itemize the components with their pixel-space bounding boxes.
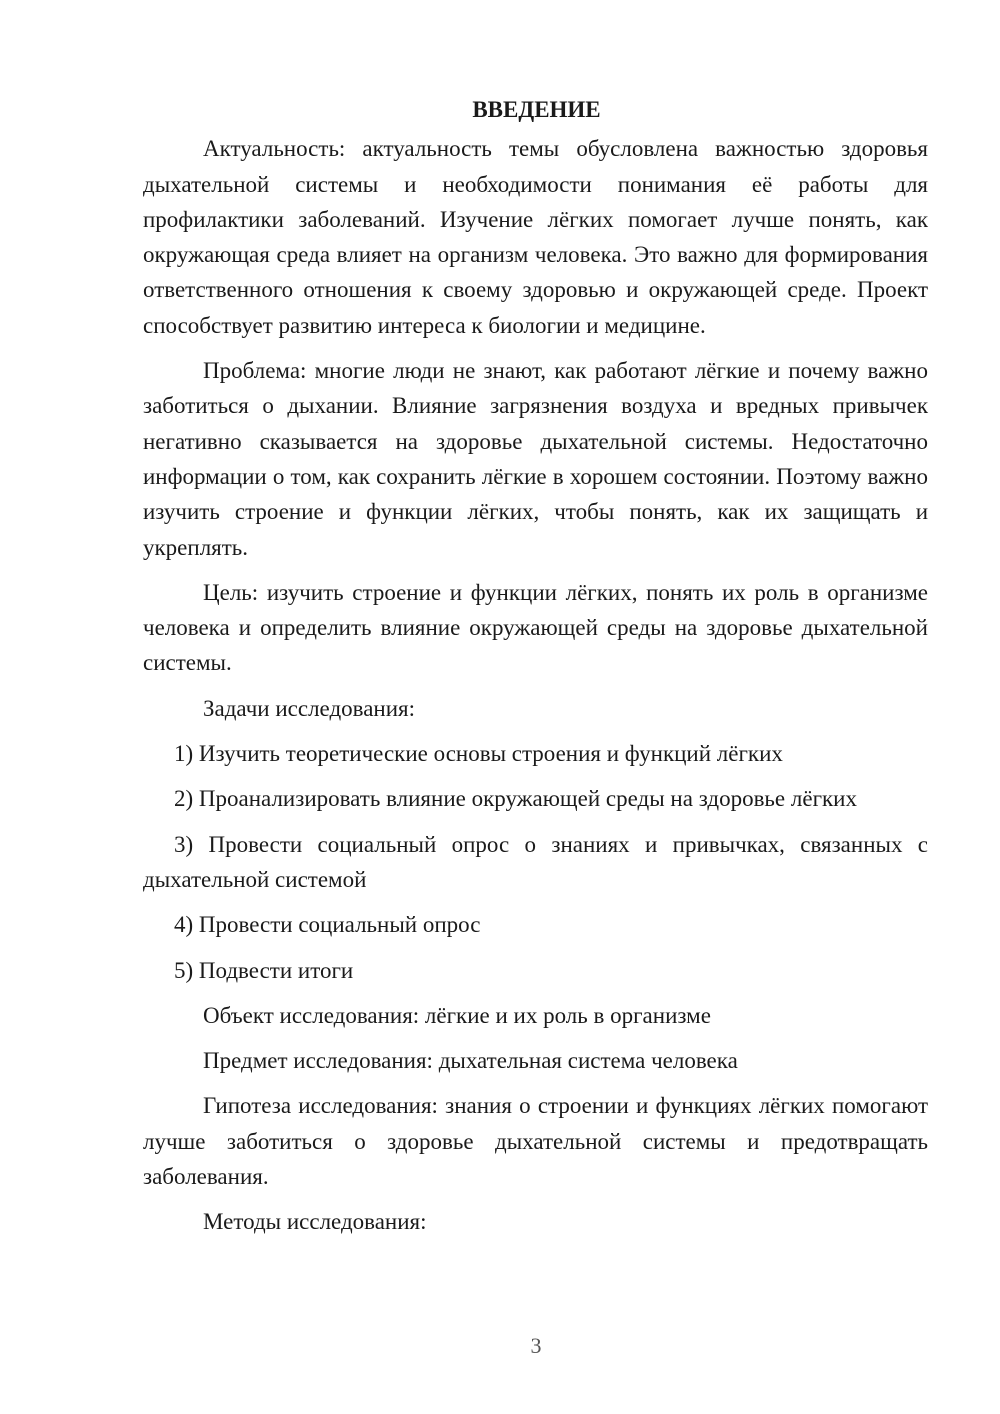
task-item-3: 3) Провести социальный опрос о знаниях и привычках, связанных с дыхательной системой	[143, 831, 928, 892]
task-item-4: 4) Провести социальный опрос	[174, 912, 481, 938]
tasks-title: Задачи исследования:	[203, 695, 416, 721]
goal-paragraph: Цель: изучить строение и функции лёгких, понять их роль в организме человека и определить влияние окружающей среды на здоровье дыхательной системы.	[143, 579, 928, 676]
task-item-1: 1) Изучить теоретические основы строения и функций лёгких	[174, 741, 783, 767]
task-item-5: 5) Подвести итоги	[174, 957, 354, 983]
task-item-2: 2) Проанализировать влияние окружающей среды на здоровье лёгких	[174, 786, 857, 812]
problem-paragraph: Проблема: многие люди не знают, как работают лёгкие и почему важно заботиться о дыхании. Влияние загрязнения воздуха и вредных привычек негативно сказывается на здоровье дыхательной системы. Недостаточно информации о том, как сохранить лёгкие в хорошем состоянии. Поэтому важно изучить строение и функции лёгких, чтобы понять, как их защищать и укреплять.	[143, 358, 928, 560]
page-number: 3	[530, 1333, 542, 1358]
subject-paragraph: Предмет исследования: дыхательная система человека	[203, 1048, 738, 1074]
document-page	[143, 92, 928, 1250]
object-paragraph: Объект исследования: лёгкие и их роль в организме	[203, 1002, 711, 1028]
relevance-paragraph: Актуальность: актуальность темы обусловлена важностью здоровья дыхательной системы и необходимости понимания её работы для профилактики заболеваний. Изучение лёгких помогает лучше понять, как окружающая среда влияет на организм человека. Это важно для формирования ответственного отношения к своему здоровью и окружающей среде. Проект способствует развитию интереса к биологии и медицине.	[143, 136, 928, 338]
hypothesis-paragraph: Гипотеза исследования: знания о строении и функциях лёгких помогают лучше заботиться о здоровье дыхательной системы и предотвращать заболевания.	[143, 1093, 928, 1190]
section-heading: ВВЕДЕНИЕ	[472, 97, 601, 122]
methods-title: Методы исследования:	[203, 1209, 427, 1235]
